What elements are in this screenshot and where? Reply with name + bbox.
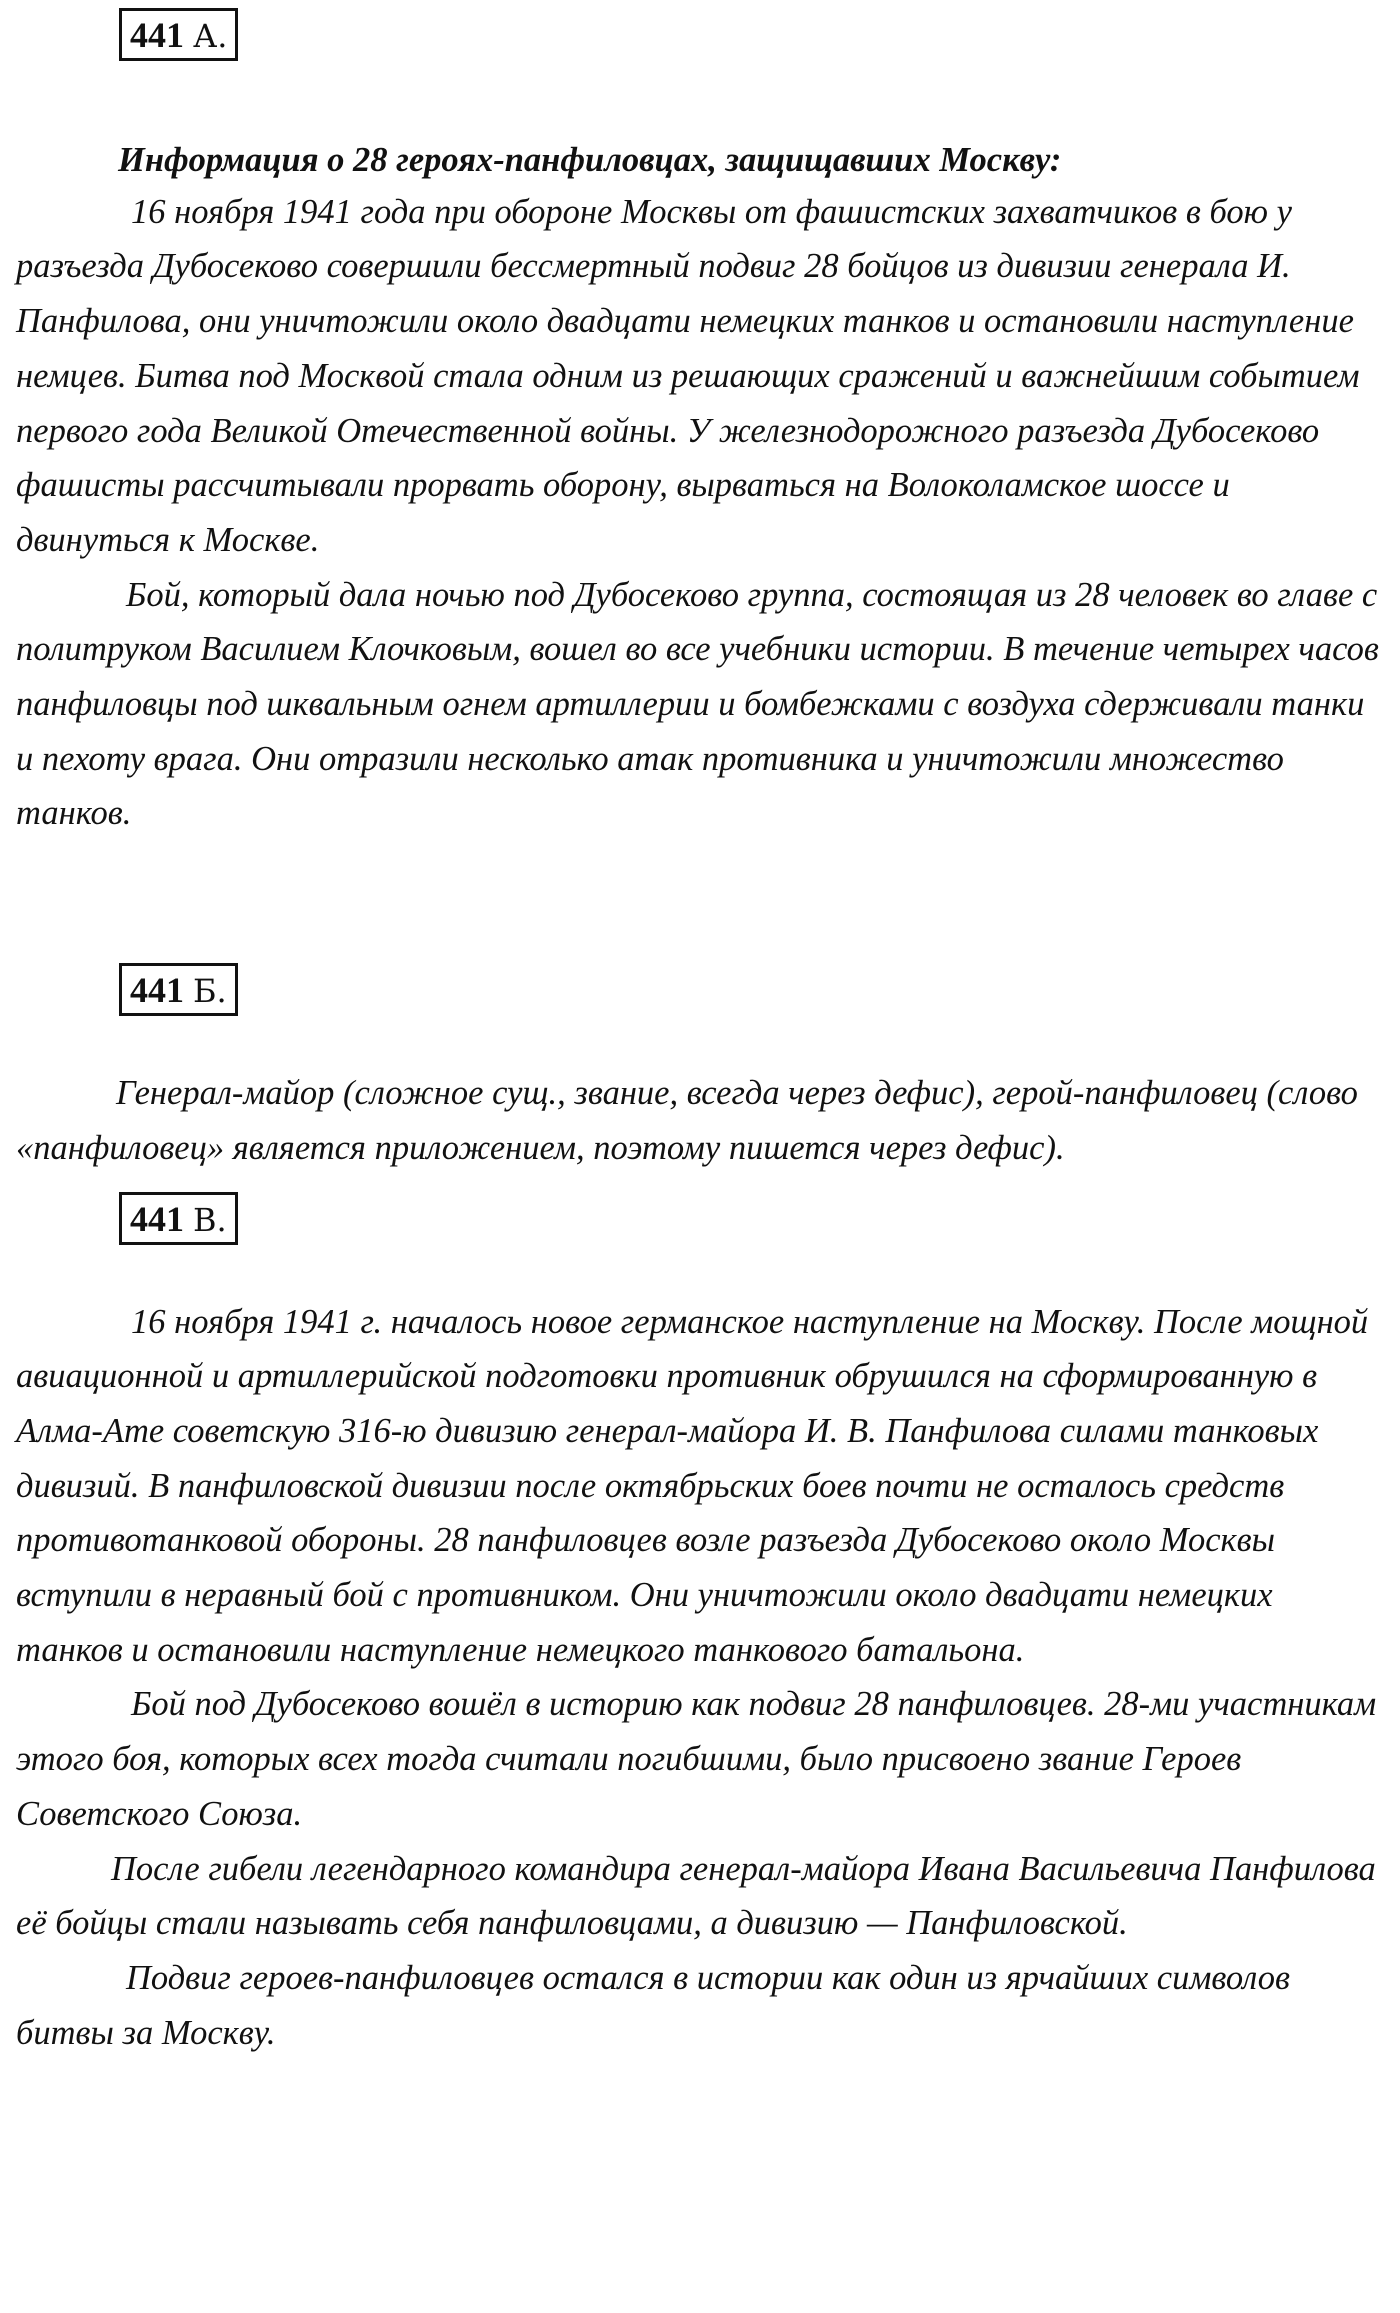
exercise-number: 441 [130, 15, 184, 55]
exercise-letter: Б. [193, 972, 227, 1011]
paragraph-c2: Бой под Дубосеково вошёл в историю как подвиг 28 панфиловцев. 28-ми участникам этого боя, которых всех тогда считали погибшими, было присвоено звание Героев Советского Союза. [16, 1685, 1377, 1833]
document-page [16, 0, 1386, 2060]
paragraph-c4: Подвиг героев-панфиловцев остался в истории как один из ярчайших символов битвы за Москву. [16, 1958, 1290, 2052]
paragraph-c1: 16 ноября 1941 г. началось новое германское наступление на Москву. После мощной авиационной и артиллерийской подготовки противник обрушился на сформированную в Алма-Ате советскую 316-ю дивизию генерал-майора И. В. Панфилова силами танковых дивизий. В панфиловской дивизии после октябрьских боев почти не осталось средств противотанковой обороны. 28 панфиловцев возле разъезда Дубосеково около Москвы вступили в неравный бой с противником. Они уничтожили около двадцати немецких танков и остановили наступление немецкого танкового батальона. [16, 1302, 1369, 1669]
paragraph-b1: Генерал-майор (сложное сущ., звание, всегда через дефис), герой-панфиловец (слово «панфиловец» является приложением, поэтому пишется через дефис). [16, 1074, 1358, 1167]
exercise-number-box [119, 8, 238, 61]
exercise-label-441b [16, 963, 1386, 1016]
exercise-number: 441 [130, 970, 184, 1011]
exercise-number-box [119, 963, 238, 1016]
exercise-number-box [119, 1192, 238, 1245]
paragraph-a1: 16 ноября 1941 года при обороне Москвы от фашистских захватчиков в бою у разъезда Дубосеково совершили бессмертный подвиг 28 бойцов из дивизии генерала И. Панфилова, они уничтожили около двадцати немецких танков и остановили наступление немцев. Битва под Москвой стала одним из решающих сражений и важнейшим событием первого года Великой Отечественной войны. У железнодорожного разъезда Дубосеково фашисты рассчитывали прорвать оборону, вырваться на Волоколамское шоссе и двинуться к Москве. [16, 192, 1360, 559]
exercise-label-441c [16, 1192, 1386, 1245]
paragraph-a2: Бой, который дала ночью под Дубосеково группа, состоящая из 28 человек во главе с политруком Василием Клочковым, вошел во все учебники истории. В течение четырех часов панфиловцы под шквальным огнем артиллерии и бомбежками с воздуха сдерживали танки и пехоту врага. Они отразили несколько атак противника и уничтожили множество танков. [16, 575, 1379, 833]
exercise-label-441a [16, 8, 1386, 61]
exercise-letter: А. [193, 17, 228, 55]
exercise-number: 441 [130, 1198, 184, 1239]
section-heading: Информация о 28 героях-панфиловцах, защищавших Москву: [118, 141, 1062, 179]
exercise-letter: В. [193, 1200, 227, 1239]
paragraph-c3: После гибели легендарного командира генерал-майора Ивана Васильевича Панфилова её бойцы стали называть себя панфиловцами, а дивизию — Панфиловской. [16, 1849, 1376, 1943]
